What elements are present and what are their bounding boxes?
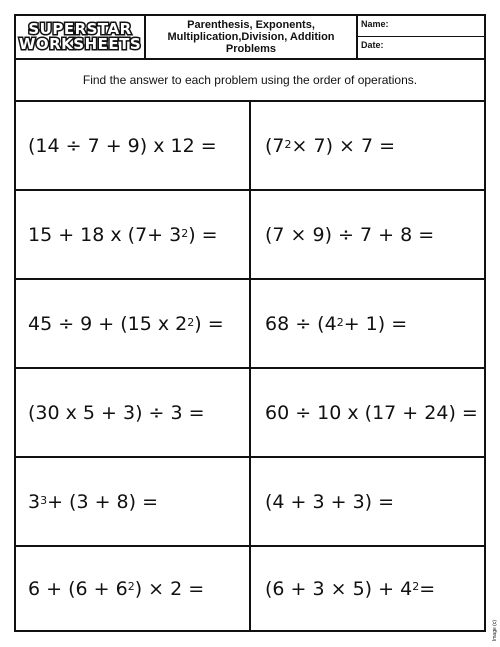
problem-4-text: (7 × 9) ÷ 7 + 8 =: [265, 224, 435, 246]
brand-logo-line2: WORKSHEETS: [18, 35, 142, 53]
image-credit: Image (c): [492, 619, 498, 641]
date-field[interactable]: Date:: [361, 40, 384, 50]
problem-9-exponent: 3: [40, 493, 48, 507]
problem-3-text-end: ) =: [188, 224, 218, 246]
problem-3-text: 15 + 18 x (7+ 3: [28, 224, 182, 246]
problem-3[interactable]: [16, 191, 251, 279]
problem-11-exponent: 2: [127, 580, 135, 593]
worksheet-header: [16, 16, 484, 60]
problem-7[interactable]: [16, 369, 251, 457]
problem-11-text: 6 + (6 + 6: [28, 577, 128, 600]
problem-11[interactable]: [16, 547, 251, 630]
problem-1-text: (14 ÷ 7 + 9) x 12 =: [28, 135, 217, 157]
problem-4[interactable]: [251, 191, 484, 279]
problem-grid: [16, 102, 484, 630]
problem-2-text-end: × 7) × 7 =: [291, 135, 396, 157]
problem-2[interactable]: [251, 102, 484, 190]
problem-9-text: 3: [28, 491, 41, 513]
problem-12-exponent: 2: [412, 580, 420, 593]
worksheet: [14, 14, 486, 632]
problem-6-text: 68 ÷ (4: [265, 313, 337, 335]
problem-2-exponent: 2: [284, 137, 292, 151]
problem-6[interactable]: [251, 280, 484, 368]
instructions: Find the answer to each problem using the order of operations.: [16, 60, 484, 102]
worksheet-title: Parenthesis, Exponents, Multiplication,Division, Addition Problems: [146, 16, 358, 58]
problem-12[interactable]: [251, 547, 484, 630]
problem-3-exponent: 2: [181, 226, 189, 240]
problem-8-text: 60 ÷ 10 x (17 + 24) =: [265, 402, 478, 424]
name-field[interactable]: Name:: [358, 16, 486, 37]
problem-8[interactable]: [251, 369, 484, 457]
brand-logo: [16, 16, 146, 58]
problem-5-exponent: 2: [187, 315, 195, 329]
problem-9[interactable]: [16, 458, 251, 546]
problem-6-text-end: + 1) =: [343, 313, 408, 335]
problem-5[interactable]: [16, 280, 251, 368]
problem-11-text-end: ) × 2 =: [134, 577, 205, 600]
problem-10[interactable]: [251, 458, 484, 546]
problem-12-text-end: =: [419, 577, 436, 600]
problem-10-text: (4 + 3 + 3) =: [265, 491, 395, 513]
brand-logo-line1: SUPERSTAR: [28, 20, 132, 38]
problem-5-text-end: ) =: [194, 313, 224, 335]
problem-2-text: (7: [265, 135, 285, 157]
problem-12-text: (6 + 3 × 5) + 4: [265, 577, 413, 600]
problem-6-exponent: 2: [336, 315, 344, 329]
problem-7-text: (30 x 5 + 3) ÷ 3 =: [28, 402, 205, 424]
problem-1[interactable]: [16, 102, 251, 190]
problem-5-text: 45 ÷ 9 + (15 x 2: [28, 313, 188, 335]
problem-9-text-end: + (3 + 8) =: [47, 491, 159, 513]
student-info: [358, 16, 486, 58]
